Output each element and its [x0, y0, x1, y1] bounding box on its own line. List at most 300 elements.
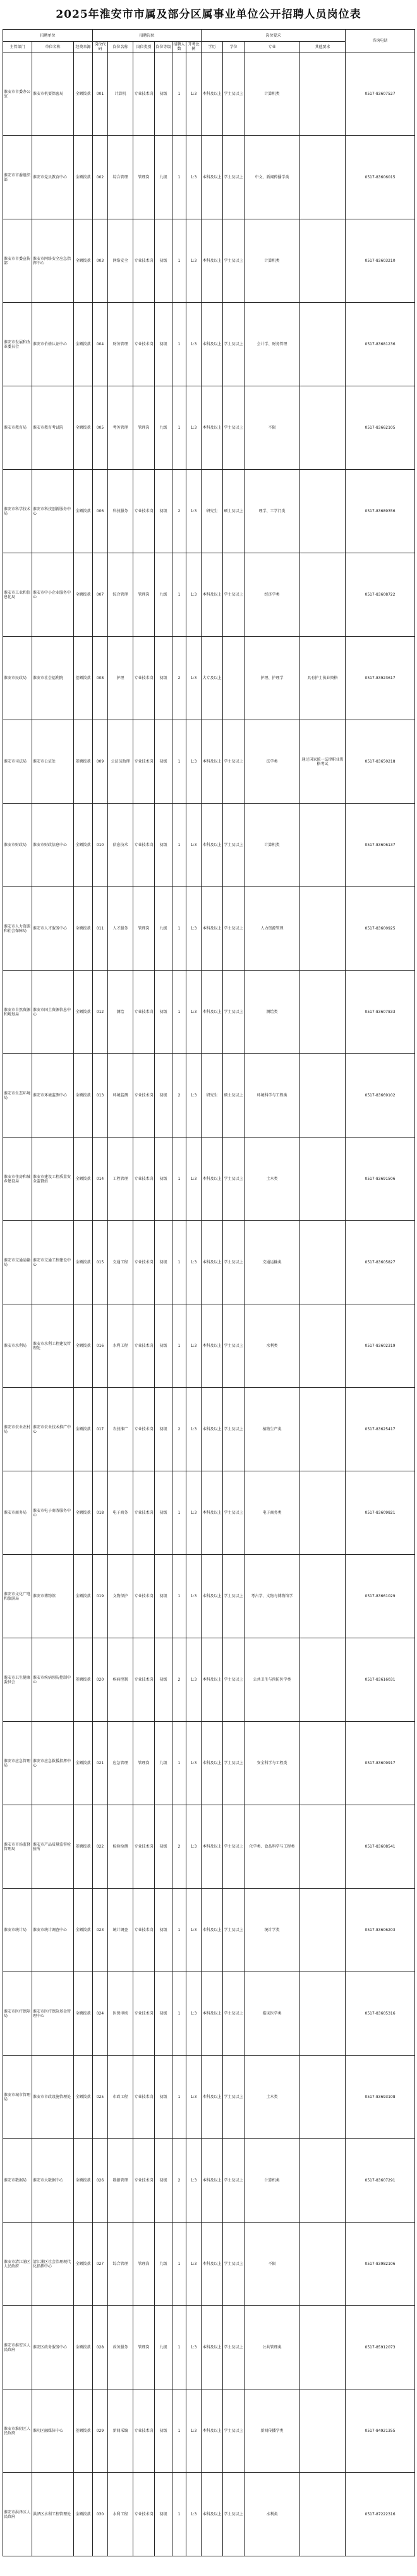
cell-edu: 本科及以上	[202, 1471, 223, 1555]
cell-deg: 学士及以上	[223, 1722, 245, 1805]
table-row	[3, 52, 415, 136]
cell-post: 科技服务	[108, 470, 133, 553]
cell-major: 安全科学与工程类	[245, 1722, 300, 1805]
cell-unit: 淮阴区融媒体中心	[32, 2389, 74, 2473]
header-post: 岗位名称	[108, 42, 133, 52]
header-edu: 学历	[202, 42, 223, 52]
cell-tel: 0517-85912073	[346, 2306, 415, 2389]
cell-post: 工程管理	[108, 1138, 133, 1221]
cell-code: 002	[93, 136, 108, 219]
cell-dept: 淮安市交通运输局	[3, 1221, 32, 1304]
cell-unit: 淮安市机要保密局	[32, 52, 74, 136]
cell-level: 初级	[155, 1471, 172, 1555]
header-major: 专业	[245, 42, 300, 52]
cell-tel: 0517-83923617	[346, 637, 415, 720]
cell-edu: 本科及以上	[202, 1805, 223, 1889]
cell-level: 九级	[155, 2306, 172, 2389]
cell-level: 初级	[155, 1221, 172, 1304]
cell-other	[300, 2306, 346, 2389]
cell-code: 009	[93, 720, 108, 804]
cell-tel: 0517-83662105	[346, 386, 415, 470]
cell-type: 专业技术岗	[133, 1972, 155, 2056]
cell-unit: 淮安市国土资源信息中心	[32, 971, 74, 1054]
cell-deg: 学士及以上	[223, 386, 245, 470]
cell-fund: 全额拨款	[74, 136, 93, 219]
cell-level: 初级	[155, 1805, 172, 1889]
cell-fund: 全额拨款	[74, 2139, 93, 2223]
cell-post: 网络安全	[108, 219, 133, 303]
table-row	[3, 2139, 415, 2223]
cell-num: 2	[172, 470, 186, 553]
cell-code: 022	[93, 1805, 108, 1889]
cell-other: 具有护士执业资格	[300, 637, 346, 720]
cell-ratio: 1:3	[186, 1054, 202, 1138]
cell-edu: 本科及以上	[202, 2139, 223, 2223]
cell-post: 统计调查	[108, 1889, 133, 1972]
cell-edu: 研究生	[202, 470, 223, 553]
cell-major: 不限	[245, 386, 300, 470]
cell-other	[300, 1138, 346, 1221]
cell-dept: 淮安市财政局	[3, 804, 32, 887]
cell-major: 水利类	[245, 1304, 300, 1388]
cell-dept: 淮安市应急管理局	[3, 1722, 32, 1805]
cell-major: 临床医学类	[245, 1972, 300, 2056]
cell-edu: 本科及以上	[202, 2306, 223, 2389]
cell-code: 030	[93, 2473, 108, 2556]
cell-post: 应急管理	[108, 1722, 133, 1805]
cell-major: 计算机类	[245, 52, 300, 136]
cell-post: 计算机	[108, 52, 133, 136]
cell-code: 001	[93, 52, 108, 136]
cell-tel: 0517-83607527	[346, 52, 415, 136]
cell-major: 法学类	[245, 720, 300, 804]
page-title: 2025年淮安市市属及部分区属事业单位公开招聘人员岗位表	[56, 8, 361, 21]
cell-ratio: 1:3	[186, 637, 202, 720]
cell-tel: 0517-83606137	[346, 804, 415, 887]
cell-num: 1	[172, 887, 186, 971]
cell-tel: 0517-83605827	[346, 1221, 415, 1304]
table-row	[3, 971, 415, 1054]
cell-fund: 全额拨款	[74, 1221, 93, 1304]
cell-tel: 0517-83982106	[346, 2223, 415, 2306]
cell-num: 1	[172, 1972, 186, 2056]
cell-other	[300, 2139, 346, 2223]
cell-type: 专业技术岗	[133, 303, 155, 386]
cell-major: 会计学、财务管理	[245, 303, 300, 386]
cell-post: 综合管理	[108, 553, 133, 637]
cell-edu: 本科及以上	[202, 971, 223, 1054]
cell-edu: 本科及以上	[202, 720, 223, 804]
cell-ratio: 1:3	[186, 386, 202, 470]
cell-level: 九级	[155, 887, 172, 971]
table-row	[3, 303, 415, 386]
cell-fund: 全额拨款	[74, 219, 93, 303]
cell-ratio: 1:3	[186, 1972, 202, 2056]
cell-tel: 0517-83661029	[346, 1555, 415, 1638]
cell-ratio: 1:3	[186, 1555, 202, 1638]
table-row	[3, 2306, 415, 2389]
cell-unit: 洪泽区水利工程管理处	[32, 2473, 74, 2556]
cell-num: 1	[172, 1555, 186, 1638]
cell-tel: 0517-83609917	[346, 1722, 415, 1805]
cell-post: 文物保护	[108, 1555, 133, 1638]
cell-code: 021	[93, 1722, 108, 1805]
cell-dept: 淮安市商务局	[3, 1471, 32, 1555]
cell-post: 人才服务	[108, 887, 133, 971]
cell-num: 1	[172, 219, 186, 303]
cell-code: 016	[93, 1304, 108, 1388]
cell-post: 电子商务	[108, 1471, 133, 1555]
cell-dept: 淮安市市委办公室	[3, 52, 32, 136]
cell-type: 专业技术岗	[133, 2056, 155, 2139]
table-row	[3, 1471, 415, 1555]
header-unit: 单位名称	[32, 42, 74, 52]
cell-num: 1	[172, 1471, 186, 1555]
cell-dept: 淮安市洪泽区人民政府	[3, 2473, 32, 2556]
cell-major: 统计学类	[245, 1889, 300, 1972]
cell-tel: 0517-83602319	[346, 1304, 415, 1388]
cell-deg: 学士及以上	[223, 804, 245, 887]
cell-edu: 本科及以上	[202, 1221, 223, 1304]
cell-num: 2	[172, 1388, 186, 1471]
cell-ratio: 1:3	[186, 2389, 202, 2473]
cell-major: 护理、护理学	[245, 637, 300, 720]
cell-deg: 学士及以上	[223, 2389, 245, 2473]
cell-fund: 全额拨款	[74, 386, 93, 470]
cell-ratio: 1:3	[186, 1304, 202, 1388]
cell-level: 初级	[155, 1889, 172, 1972]
cell-dept: 淮安市水利局	[3, 1304, 32, 1388]
cell-tel: 0517-83608541	[346, 1805, 415, 1889]
cell-fund: 全额拨款	[74, 2473, 93, 2556]
cell-major: 计算机类	[245, 804, 300, 887]
cell-major: 电子商务类	[245, 1471, 300, 1555]
cell-type: 专业技术岗	[133, 1138, 155, 1221]
cell-tel: 0517-83691506	[346, 1138, 415, 1221]
cell-edu: 本科及以上	[202, 1889, 223, 1972]
cell-num: 1	[172, 52, 186, 136]
cell-tel: 0517-83603210	[346, 219, 415, 303]
cell-code: 017	[93, 1388, 108, 1471]
cell-major: 新闻传播学类	[245, 2389, 300, 2473]
cell-code: 005	[93, 386, 108, 470]
cell-ratio: 1:3	[186, 887, 202, 971]
cell-type: 专业技术岗	[133, 1221, 155, 1304]
cell-unit: 淮安市产品质量监督检验所	[32, 1805, 74, 1889]
cell-unit: 淮安市人才服务中心	[32, 887, 74, 971]
cell-deg: 学士及以上	[223, 1221, 245, 1304]
cell-code: 006	[93, 470, 108, 553]
cell-num: 1	[172, 2389, 186, 2473]
cell-num: 2	[172, 637, 186, 720]
cell-level: 初级	[155, 804, 172, 887]
cell-edu: 本科及以上	[202, 2389, 223, 2473]
table-row	[3, 1805, 415, 1889]
cell-code: 028	[93, 2306, 108, 2389]
cell-num: 2	[172, 1638, 186, 1722]
cell-ratio: 1:3	[186, 1138, 202, 1221]
cell-major: 土木类	[245, 2056, 300, 2139]
table-row	[3, 1555, 415, 1638]
cell-unit: 淮安市财政信息中心	[32, 804, 74, 887]
cell-level: 初级	[155, 303, 172, 386]
cell-major: 环境科学与工程类	[245, 1054, 300, 1138]
cell-ratio: 1:3	[186, 1805, 202, 1889]
cell-deg: 学士及以上	[223, 303, 245, 386]
cell-num: 1	[172, 2473, 186, 2556]
cell-other	[300, 2389, 346, 2473]
table-row	[3, 386, 415, 470]
cell-unit: 淮安市医疗保险基金管理中心	[32, 1972, 74, 2056]
cell-ratio: 1:3	[186, 720, 202, 804]
cell-deg: 学士及以上	[223, 219, 245, 303]
cell-edu: 本科及以上	[202, 2223, 223, 2306]
cell-other	[300, 303, 346, 386]
cell-level: 初级	[155, 2139, 172, 2223]
cell-unit: 淮安市科技创新服务中心	[32, 470, 74, 553]
cell-code: 015	[93, 1221, 108, 1304]
cell-level: 初级	[155, 2389, 172, 2473]
table-row	[3, 637, 415, 720]
cell-major: 经济学类	[245, 553, 300, 637]
cell-other	[300, 1471, 346, 1555]
cell-deg: 学士及以上	[223, 1304, 245, 1388]
table-row	[3, 470, 415, 553]
cell-major: 公共管理类	[245, 2306, 300, 2389]
cell-level: 九级	[155, 136, 172, 219]
cell-fund: 全额拨款	[74, 1388, 93, 1471]
cell-dept: 淮安市淮阴区人民政府	[3, 2389, 32, 2473]
cell-type: 专业技术岗	[133, 2389, 155, 2473]
cell-edu: 本科及以上	[202, 52, 223, 136]
cell-type: 管理岗	[133, 386, 155, 470]
cell-unit: 淮安市博物馆	[32, 1555, 74, 1638]
cell-dept: 淮安市自然资源和规划局	[3, 971, 32, 1054]
cell-unit: 淮安市农业技术推广中心	[32, 1388, 74, 1471]
cell-ratio: 1:3	[186, 1388, 202, 1471]
cell-level: 初级	[155, 2056, 172, 2139]
cell-num: 1	[172, 971, 186, 1054]
header-group-req: 岗位要求	[202, 30, 346, 42]
cell-level: 初级	[155, 637, 172, 720]
cell-other	[300, 219, 346, 303]
cell-major: 中文、新闻传播学类	[245, 136, 300, 219]
cell-other	[300, 1638, 346, 1722]
cell-ratio: 1:3	[186, 1221, 202, 1304]
cell-edu: 本科及以上	[202, 1138, 223, 1221]
cell-unit: 淮安市市政设施管理处	[32, 2056, 74, 2139]
cell-deg: 硕士及以上	[223, 1054, 245, 1138]
cell-level: 初级	[155, 52, 172, 136]
cell-other	[300, 1805, 346, 1889]
cell-edu: 本科及以上	[202, 804, 223, 887]
cell-code: 019	[93, 1555, 108, 1638]
cell-post: 数据管理	[108, 2139, 133, 2223]
cell-ratio: 1:3	[186, 1722, 202, 1805]
cell-unit: 淮安市中小企业服务中心	[32, 553, 74, 637]
cell-fund: 差额拨款	[74, 2389, 93, 2473]
cell-unit: 淮安市疾病预防控制中心	[32, 1638, 74, 1722]
cell-edu: 本科及以上	[202, 2473, 223, 2556]
table-row	[3, 1388, 415, 1471]
table-row	[3, 553, 415, 637]
cell-dept: 淮安市数据局	[3, 2139, 32, 2223]
cell-code: 013	[93, 1054, 108, 1138]
table-row	[3, 219, 415, 303]
cell-post: 检验检测	[108, 1805, 133, 1889]
header-code: 岗位代码	[93, 42, 108, 52]
cell-deg: 学士及以上	[223, 2306, 245, 2389]
cell-dept: 淮安市发展和改革委员会	[3, 303, 32, 386]
cell-fund: 全额拨款	[74, 1138, 93, 1221]
cell-fund: 差额拨款	[74, 1638, 93, 1722]
cell-level: 初级	[155, 1972, 172, 2056]
cell-major: 理学、工学门类	[245, 470, 300, 553]
cell-fund: 全额拨款	[74, 2056, 93, 2139]
cell-tel: 0517-83693108	[346, 2056, 415, 2139]
table-row	[3, 2223, 415, 2306]
cell-type: 专业技术岗	[133, 52, 155, 136]
cell-deg: 学士及以上	[223, 1471, 245, 1555]
cell-post: 政务服务	[108, 2306, 133, 2389]
cell-major: 植物生产类	[245, 1388, 300, 1471]
cell-num: 1	[172, 1889, 186, 1972]
cell-level: 初级	[155, 1304, 172, 1388]
cell-other	[300, 386, 346, 470]
cell-unit: 淮安市建设工程质量安全监督站	[32, 1138, 74, 1221]
cell-code: 029	[93, 2389, 108, 2473]
cell-unit: 淮安市大数据中心	[32, 2139, 74, 2223]
cell-major: 化学类、食品科学与工程类	[245, 1805, 300, 1889]
cell-other	[300, 1722, 346, 1805]
cell-type: 专业技术岗	[133, 1304, 155, 1388]
cell-num: 2	[172, 1805, 186, 1889]
cell-major: 水利类	[245, 2473, 300, 2556]
cell-other	[300, 470, 346, 553]
cell-level: 初级	[155, 971, 172, 1054]
cell-post: 交通工程	[108, 1221, 133, 1304]
cell-ratio: 1:3	[186, 2223, 202, 2306]
cell-code: 018	[93, 1471, 108, 1555]
cell-deg: 学士及以上	[223, 1889, 245, 1972]
cell-post: 疾病控制	[108, 1638, 133, 1722]
cell-deg	[223, 637, 245, 720]
cell-unit: 淮安市教育考试院	[32, 386, 74, 470]
table-row	[3, 2473, 415, 2556]
cell-code: 010	[93, 804, 108, 887]
cell-fund: 全额拨款	[74, 2306, 93, 2389]
table-row	[3, 1304, 415, 1388]
cell-deg: 学士及以上	[223, 52, 245, 136]
cell-num: 2	[172, 1054, 186, 1138]
cell-deg: 学士及以上	[223, 971, 245, 1054]
cell-level: 九级	[155, 553, 172, 637]
cell-deg: 学士及以上	[223, 1388, 245, 1471]
cell-fund: 全额拨款	[74, 887, 93, 971]
cell-unit: 淮安区政务服务中心	[32, 2306, 74, 2389]
cell-edu: 本科及以上	[202, 2056, 223, 2139]
cell-fund: 全额拨款	[74, 2223, 93, 2306]
table-row	[3, 1221, 415, 1304]
header-dept: 主管部门	[3, 42, 32, 52]
table-row	[3, 720, 415, 804]
cell-dept: 淮安市医疗保障局	[3, 1972, 32, 2056]
cell-code: 004	[93, 303, 108, 386]
cell-deg: 学士及以上	[223, 2139, 245, 2223]
cell-type: 专业技术岗	[133, 1388, 155, 1471]
cell-unit: 淮安市水利工程建设管理处	[32, 1304, 74, 1388]
cell-post: 环境监测	[108, 1054, 133, 1138]
cell-type: 管理岗	[133, 553, 155, 637]
cell-major: 计算机类	[245, 219, 300, 303]
cell-deg: 学士及以上	[223, 2056, 245, 2139]
cell-tel: 0517-83605316	[346, 1972, 415, 2056]
cell-tel: 0517-83600925	[346, 887, 415, 971]
cell-dept: 淮安市科学技术局	[3, 470, 32, 553]
cell-num: 1	[172, 720, 186, 804]
cell-level: 初级	[155, 2473, 172, 2556]
header-tel: 咨询电话	[346, 30, 415, 52]
cell-ratio: 1:3	[186, 52, 202, 136]
cell-fund: 差额拨款	[74, 720, 93, 804]
cell-dept: 淮安市市委组织部	[3, 136, 32, 219]
cell-other	[300, 1221, 346, 1304]
cell-dept: 淮安市司法局	[3, 720, 32, 804]
cell-tel: 0517-83607291	[346, 2139, 415, 2223]
table-row	[3, 1889, 415, 1972]
cell-type: 管理岗	[133, 2223, 155, 2306]
cell-dept: 淮安市工业和信息化局	[3, 553, 32, 637]
cell-num: 1	[172, 1304, 186, 1388]
cell-level: 九级	[155, 1722, 172, 1805]
cell-ratio: 1:3	[186, 2056, 202, 2139]
cell-num: 1	[172, 2223, 186, 2306]
cell-num: 2	[172, 2139, 186, 2223]
cell-fund: 全额拨款	[74, 1054, 93, 1138]
cell-type: 专业技术岗	[133, 1555, 155, 1638]
cell-unit: 淮安市公证处	[32, 720, 74, 804]
table-body	[3, 52, 415, 2556]
cell-fund: 全额拨款	[74, 553, 93, 637]
cell-level: 初级	[155, 1555, 172, 1638]
cell-deg: 学士及以上	[223, 1138, 245, 1221]
header-group-post: 招聘岗位	[93, 30, 202, 42]
cell-deg: 学士及以上	[223, 2223, 245, 2306]
cell-type: 专业技术岗	[133, 1638, 155, 1722]
cell-ratio: 1:3	[186, 136, 202, 219]
cell-post: 综合管理	[108, 2223, 133, 2306]
cell-fund: 全额拨款	[74, 303, 93, 386]
cell-tel: 0517-87222316	[346, 2473, 415, 2556]
table-row	[3, 136, 415, 219]
cell-other	[300, 1972, 346, 2056]
cell-type: 管理岗	[133, 2306, 155, 2389]
cell-deg: 学士及以上	[223, 720, 245, 804]
cell-type: 专业技术岗	[133, 804, 155, 887]
cell-tel: 0517-83607833	[346, 971, 415, 1054]
cell-edu: 本科及以上	[202, 1388, 223, 1471]
cell-tel: 0517-83606203	[346, 1889, 415, 1972]
cell-deg: 学士及以上	[223, 1972, 245, 2056]
table-row	[3, 1054, 415, 1138]
cell-other	[300, 1889, 346, 1972]
cell-deg: 硕士及以上	[223, 470, 245, 553]
cell-code: 024	[93, 1972, 108, 2056]
cell-edu: 本科及以上	[202, 219, 223, 303]
cell-unit: 淮安市党员教育中心	[32, 136, 74, 219]
cell-deg: 学士及以上	[223, 553, 245, 637]
cell-other	[300, 52, 346, 136]
